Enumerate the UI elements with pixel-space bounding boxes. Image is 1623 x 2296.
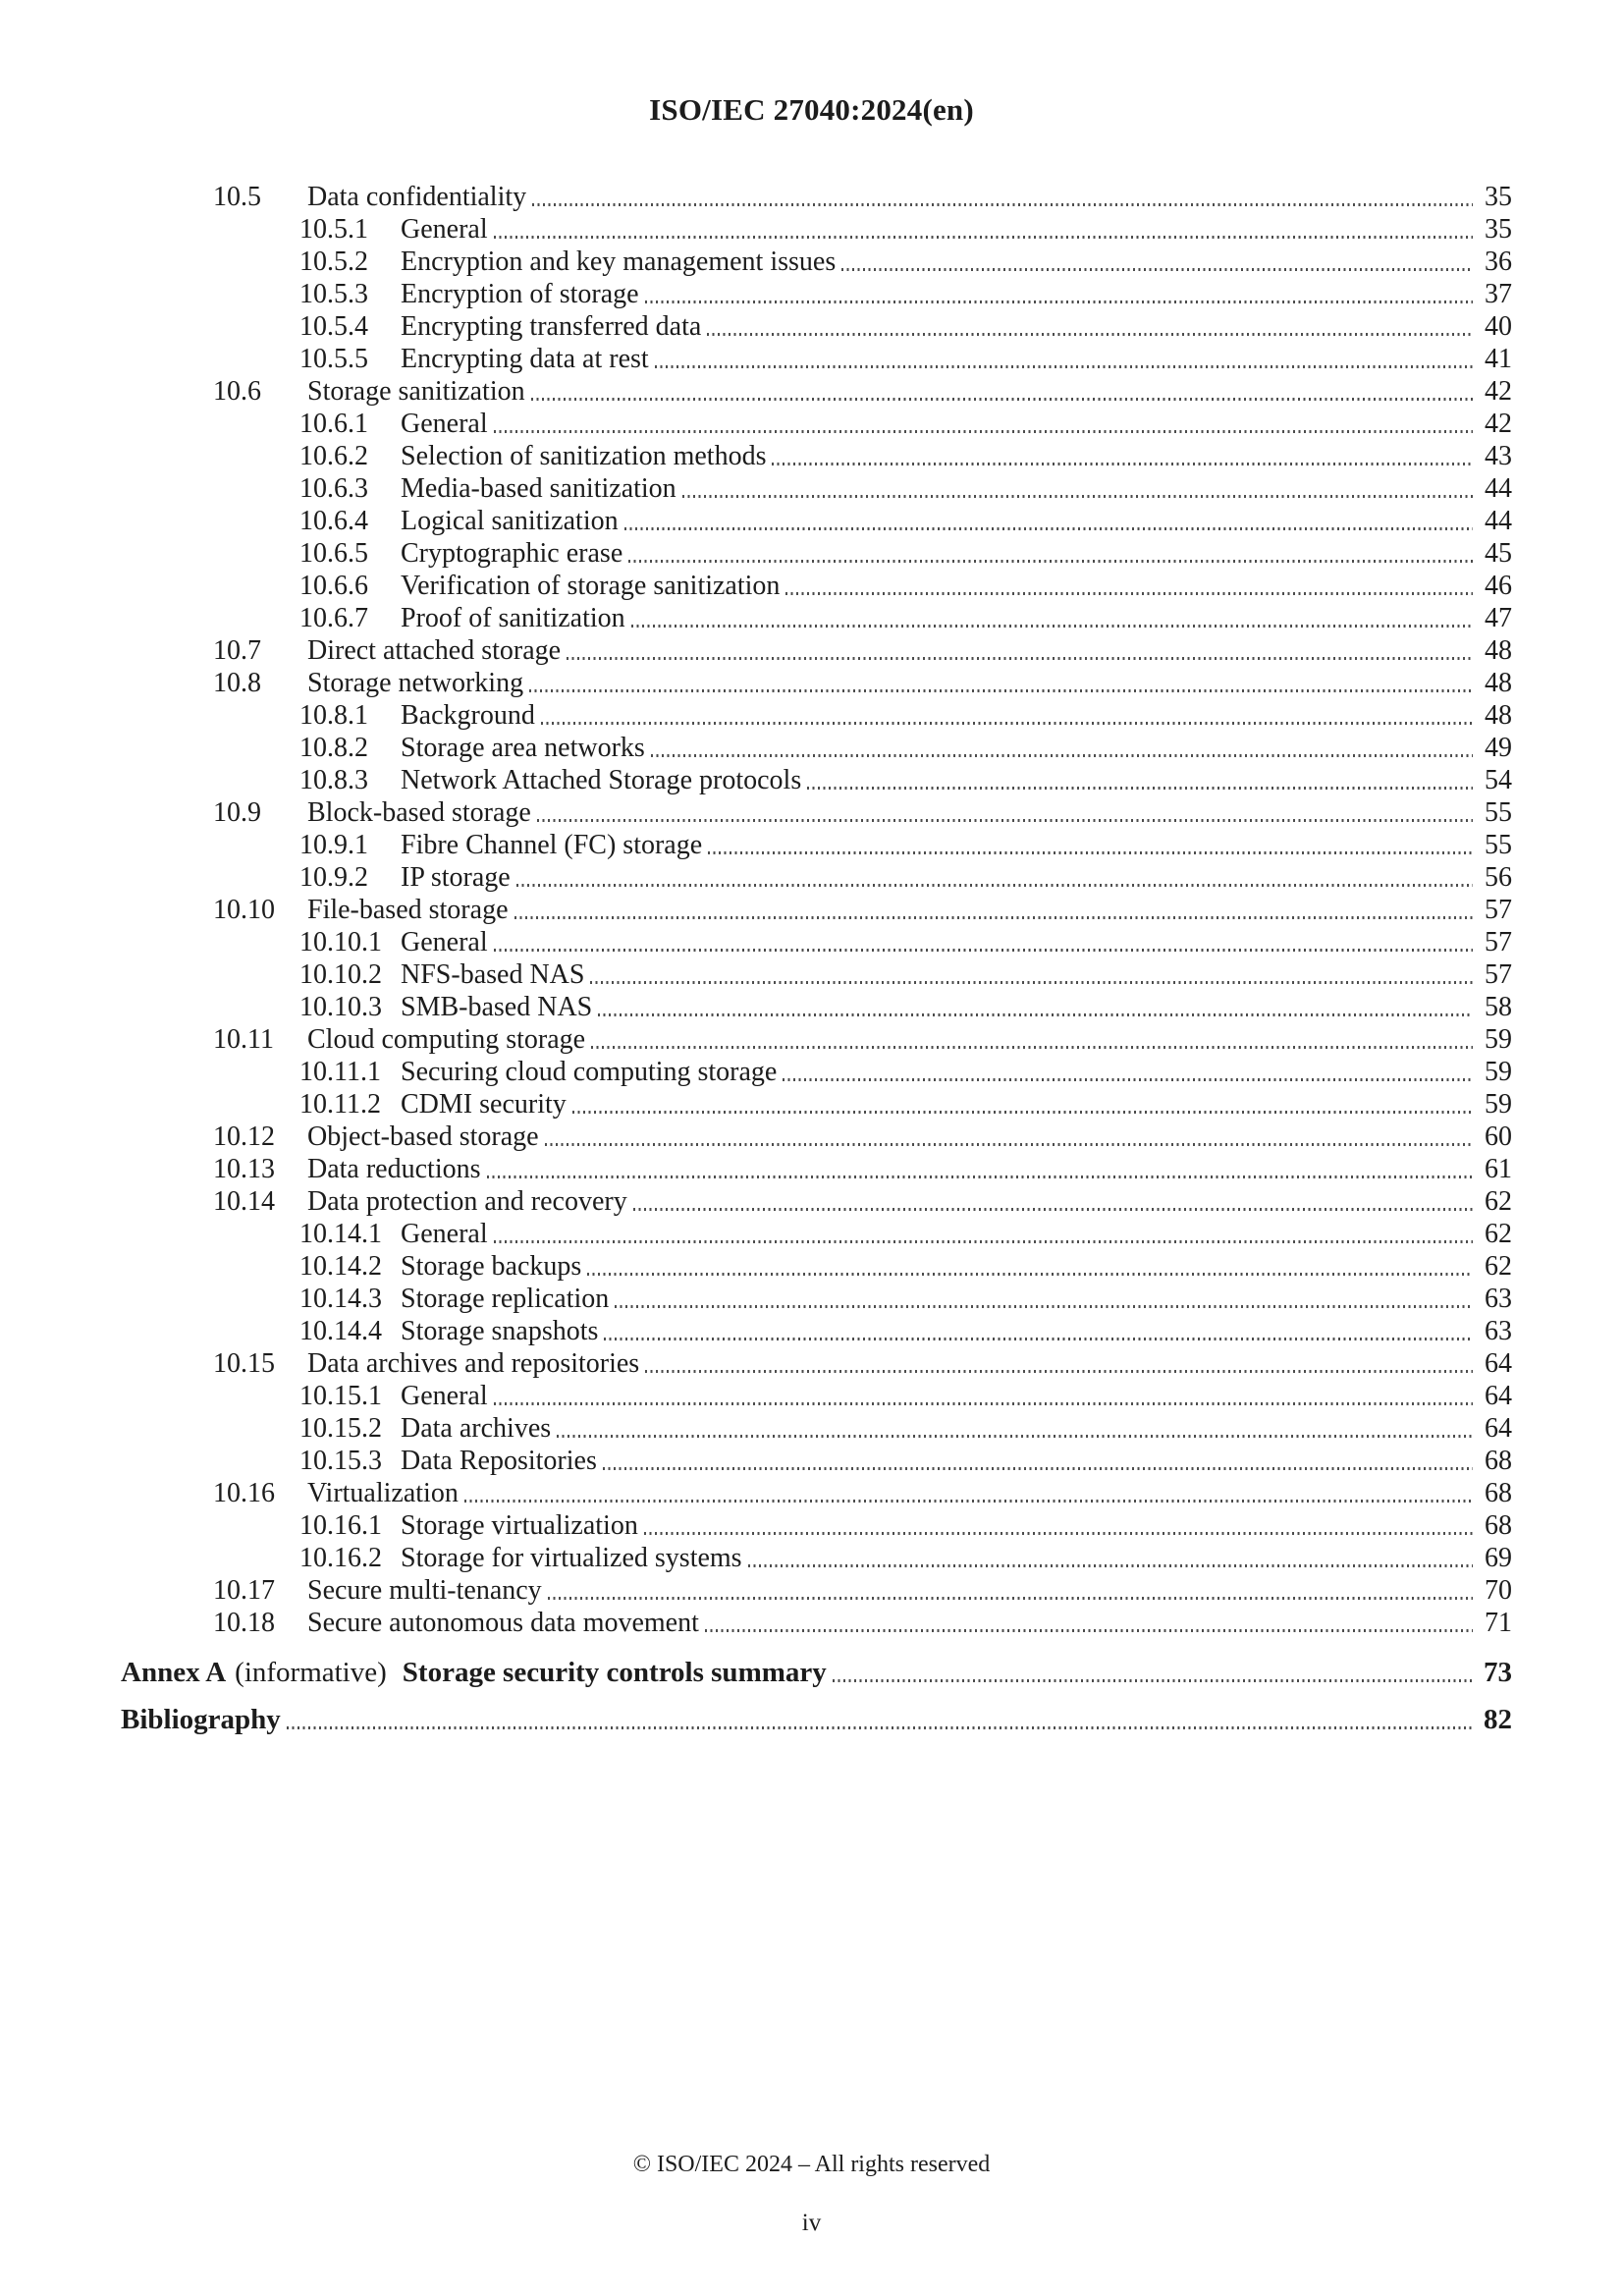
toc-entry[interactable] [121, 472, 1512, 505]
toc-leader-dots [833, 1679, 1473, 1682]
toc-entry-number: 10.8.3 [299, 765, 368, 795]
toc-leader-dots [644, 1532, 1473, 1535]
toc-entry[interactable] [121, 1250, 1512, 1283]
toc-entry-page: 68 [1485, 1510, 1512, 1541]
toc-entry-number: 10.6.2 [299, 441, 368, 471]
annex-prefix: Annex A [121, 1657, 227, 1688]
toc-entry-page: 44 [1485, 506, 1512, 536]
toc-entry[interactable] [121, 1412, 1512, 1445]
toc-entry-label: Network Attached Storage protocols [401, 765, 802, 795]
toc-leader-dots [532, 203, 1473, 206]
annex-title: Storage security controls summary [402, 1657, 827, 1688]
toc-entry-number: 10.15.1 [299, 1381, 382, 1411]
toc-entry-label: Storage backups [401, 1251, 582, 1282]
toc-entry-number: 10.5.3 [299, 279, 368, 309]
toc-entry-page: 63 [1485, 1284, 1512, 1314]
toc-entry-number: 10.11 [213, 1024, 274, 1055]
toc-leader-dots [567, 657, 1473, 660]
toc-entry-number: 10.8.2 [299, 733, 368, 763]
toc-entry-page: 69 [1485, 1543, 1512, 1573]
toc-entry-label: Storage snapshots [401, 1316, 599, 1346]
toc-leader-dots [487, 1175, 1474, 1178]
toc-entry-page: 57 [1485, 895, 1512, 925]
toc-entry[interactable] [121, 634, 1512, 667]
toc-leader-dots [541, 722, 1473, 725]
toc-leader-dots [783, 1078, 1473, 1081]
toc-leader-dots [807, 787, 1473, 790]
toc-entry-label: Logical sanitization [401, 506, 619, 536]
toc-leader-dots [516, 884, 1473, 887]
toc-entry[interactable] [121, 732, 1512, 764]
toc-entry-number: 10.5.2 [299, 246, 368, 277]
toc-entry[interactable] [121, 667, 1512, 699]
toc-entry-number: 10.9.2 [299, 862, 368, 893]
toc-entry-number: 10.5.4 [299, 311, 368, 342]
toc-entry-number: 10.7 [213, 635, 261, 666]
toc-entry-annex-a[interactable] [121, 1656, 1512, 1689]
toc-entry-page: 64 [1485, 1348, 1512, 1379]
toc-entry-number: 10.11.2 [299, 1089, 381, 1120]
toc-entry[interactable] [121, 1607, 1512, 1639]
toc-leader-dots [645, 301, 1473, 303]
toc-entry-label: File-based storage [307, 895, 509, 925]
toc-entry-label: Storage for virtualized systems [401, 1543, 742, 1573]
toc-entry-label: Proof of sanitization [401, 603, 625, 633]
toc-leader-dots [708, 851, 1473, 854]
toc-entry-number: 10.16 [213, 1478, 275, 1508]
toc-entry-label: Encryption and key management issues [401, 246, 837, 277]
toc-entry-page: 42 [1485, 409, 1512, 439]
toc-entry-label: Direct attached storage [307, 635, 562, 666]
toc-entry-label: Data Repositories [401, 1446, 597, 1476]
toc-entry-label: Storage sanitization [307, 376, 525, 407]
toc-entry[interactable] [121, 278, 1512, 310]
toc-entry-number: 10.9 [213, 797, 261, 828]
toc-entry-number: 10.5.5 [299, 344, 368, 374]
toc-entry-number: 10.8.1 [299, 700, 368, 731]
toc-leader-dots [590, 981, 1473, 984]
toc-entry-page: 56 [1485, 862, 1512, 893]
toc-entry[interactable] [121, 1185, 1512, 1218]
toc-entry-number: 10.15.3 [299, 1446, 382, 1476]
toc-entry-page: 73 [1484, 1657, 1512, 1688]
toc-leader-dots [785, 592, 1473, 595]
toc-entry-page: 62 [1485, 1219, 1512, 1249]
toc-entry-number: 10.16.2 [299, 1543, 382, 1573]
toc-entry-label: Data protection and recovery [307, 1186, 627, 1217]
toc-entry-page: 82 [1484, 1704, 1512, 1735]
toc-entry[interactable] [121, 699, 1512, 732]
toc-entry-page: 70 [1485, 1575, 1512, 1606]
toc-entry-number: 10.14.1 [299, 1219, 382, 1249]
toc-entry-number: 10.12 [213, 1121, 275, 1152]
toc-entry-number: 10.6.5 [299, 538, 368, 569]
toc-entry-number: 10.5.1 [299, 214, 368, 245]
toc-entry-number: 10.14 [213, 1186, 275, 1217]
toc-entry[interactable] [121, 310, 1512, 343]
toc-entry-label: Secure multi-tenancy [307, 1575, 542, 1606]
toc-entry[interactable] [121, 1574, 1512, 1607]
toc-entry[interactable] [121, 408, 1512, 440]
toc-leader-dots [548, 1597, 1473, 1600]
toc-entry-page: 55 [1485, 797, 1512, 828]
toc-entry-label: Fibre Channel (FC) storage [401, 830, 703, 860]
toc-leader-dots [705, 1629, 1473, 1632]
toc-leader-dots [287, 1726, 1473, 1729]
toc-leader-dots [572, 1111, 1473, 1114]
toc-entry-label: Storage area networks [401, 733, 645, 763]
toc-entry[interactable] [121, 440, 1512, 472]
toc-entry-number: 10.18 [213, 1608, 275, 1638]
toc-leader-dots [531, 398, 1473, 401]
toc-entry[interactable] [121, 1056, 1512, 1088]
toc-leader-dots [514, 916, 1474, 919]
document-title: ISO/IEC 27040:2024(en) [649, 92, 974, 127]
toc-entry-page: 57 [1485, 959, 1512, 990]
toc-entry-page: 35 [1485, 214, 1512, 245]
toc-entry[interactable] [121, 894, 1512, 926]
toc-entry[interactable] [121, 1121, 1512, 1153]
toc-entry-label: Selection of sanitization methods [401, 441, 767, 471]
toc-entry-number: 10.15.2 [299, 1413, 382, 1444]
toc-entry-number: 10.6.7 [299, 603, 368, 633]
toc-entry-page: 42 [1485, 376, 1512, 407]
toc-entry-label: Background [401, 700, 535, 731]
toc-leader-dots [615, 1305, 1473, 1308]
toc-entry[interactable] [121, 1088, 1512, 1121]
toc-leader-dots [537, 819, 1473, 822]
toc-entry[interactable] [121, 1283, 1512, 1315]
toc-entry-page: 35 [1485, 182, 1512, 212]
toc-entry-number: 10.10.1 [299, 927, 382, 957]
toc-entry-page: 68 [1485, 1446, 1512, 1476]
toc-entry-label: General [401, 1219, 488, 1249]
toc-entry-page: 71 [1485, 1608, 1512, 1638]
toc-entry-label: Cryptographic erase [401, 538, 623, 569]
toc-leader-dots [651, 754, 1473, 757]
toc-entry-label: Verification of storage sanitization [401, 571, 781, 601]
toc-entry-page: 48 [1485, 700, 1512, 731]
toc-entry-number: 10.5 [213, 182, 261, 212]
toc-entry-number: 10.13 [213, 1154, 275, 1184]
toc-entry-number: 10.6.4 [299, 506, 368, 536]
toc-entry-page: 41 [1485, 344, 1512, 374]
toc-entry-label: Data archives [401, 1413, 552, 1444]
toc-entry-page: 62 [1485, 1186, 1512, 1217]
toc-leader-dots [645, 1370, 1473, 1373]
toc-entry-page: 47 [1485, 603, 1512, 633]
toc-entry-page: 59 [1485, 1089, 1512, 1120]
toc-entry-label: General [401, 927, 488, 957]
toc-entry-page: 63 [1485, 1316, 1512, 1346]
toc-entry[interactable] [121, 375, 1512, 408]
toc-entry-label: Block-based storage [307, 797, 531, 828]
toc-entry[interactable] [121, 1023, 1512, 1056]
toc-entry[interactable] [121, 1509, 1512, 1542]
toc-entry-label: IP storage [401, 862, 511, 893]
toc-leader-dots [494, 430, 1473, 433]
toc-entry-number: 10.15 [213, 1348, 275, 1379]
toc-leader-dots [604, 1338, 1473, 1340]
toc-entry[interactable] [121, 926, 1512, 958]
toc-entry[interactable] [121, 1347, 1512, 1380]
toc-entry-label: Securing cloud computing storage [401, 1057, 778, 1087]
toc-entry-page: 61 [1485, 1154, 1512, 1184]
toc-leader-dots [587, 1273, 1473, 1276]
toc-entry[interactable] [121, 796, 1512, 829]
toc-entry[interactable] [121, 505, 1512, 537]
toc-entry-label: SMB-based NAS [401, 992, 593, 1022]
toc-entry-number: 10.6.1 [299, 409, 368, 439]
toc-leader-dots [494, 1402, 1473, 1405]
toc-entry-label: NFS-based NAS [401, 959, 585, 990]
toc-entry-page: 44 [1485, 473, 1512, 504]
table-of-contents [121, 181, 1512, 1736]
toc-leader-dots [464, 1500, 1473, 1503]
toc-entry-page: 60 [1485, 1121, 1512, 1152]
toc-leader-dots [598, 1013, 1473, 1016]
toc-leader-dots [707, 333, 1473, 336]
toc-leader-dots [624, 527, 1473, 530]
toc-entry-page: 45 [1485, 538, 1512, 569]
toc-entry-label: General [401, 409, 488, 439]
toc-entry-number: 10.14.3 [299, 1284, 382, 1314]
page-number: iv [801, 2210, 822, 2236]
toc-entry-number: 10.10.2 [299, 959, 382, 990]
toc-entry-number: 10.8 [213, 668, 261, 698]
toc-leader-dots [591, 1046, 1473, 1049]
toc-entry-number: 10.17 [213, 1575, 275, 1606]
toc-entry-label: Data confidentiality [307, 182, 527, 212]
toc-leader-dots [772, 463, 1473, 465]
toc-entry-label: Storage networking [307, 668, 524, 698]
annex-qualifier: (informative) [235, 1657, 387, 1688]
toc-entry[interactable] [121, 1445, 1512, 1477]
toc-entry[interactable] [121, 213, 1512, 246]
toc-entry-number: 10.6.3 [299, 473, 368, 504]
toc-entry[interactable] [121, 1477, 1512, 1509]
toc-entry[interactable] [121, 343, 1512, 375]
toc-entry[interactable] [121, 246, 1512, 278]
toc-entry-number: 10.6.6 [299, 571, 368, 601]
toc-leader-dots [494, 236, 1473, 239]
toc-leader-dots [631, 625, 1473, 628]
toc-entry-label: General [401, 214, 488, 245]
toc-entry[interactable] [121, 1315, 1512, 1347]
toc-leader-dots [633, 1208, 1473, 1211]
toc-leader-dots [494, 949, 1473, 952]
toc-leader-dots [841, 268, 1473, 271]
toc-list [121, 181, 1512, 1639]
toc-entry[interactable] [121, 602, 1512, 634]
toc-entry[interactable] [121, 1153, 1512, 1185]
toc-entry-bibliography[interactable] [121, 1703, 1512, 1736]
toc-entry[interactable] [121, 1542, 1512, 1574]
toc-entry-page: 40 [1485, 311, 1512, 342]
toc-entry-number: 10.10.3 [299, 992, 382, 1022]
toc-entry-number: 10.14.2 [299, 1251, 382, 1282]
toc-leader-dots [494, 1240, 1473, 1243]
toc-entry-number: 10.11.1 [299, 1057, 381, 1087]
toc-entry-number: 10.16.1 [299, 1510, 382, 1541]
toc-entry-page: 37 [1485, 279, 1512, 309]
toc-entry-page: 49 [1485, 733, 1512, 763]
toc-leader-dots [682, 495, 1473, 498]
toc-entry-page: 59 [1485, 1057, 1512, 1087]
toc-entry-label: Data archives and repositories [307, 1348, 640, 1379]
toc-entry-label: Encryption of storage [401, 279, 639, 309]
toc-entry-label: General [401, 1381, 488, 1411]
bibliography-title: Bibliography [121, 1704, 281, 1735]
toc-entry[interactable] [121, 181, 1512, 213]
toc-entry-label: Cloud computing storage [307, 1024, 586, 1055]
toc-entry-page: 64 [1485, 1381, 1512, 1411]
toc-entry-label: Storage virtualization [401, 1510, 638, 1541]
toc-entry-page: 59 [1485, 1024, 1512, 1055]
toc-entry-page: 54 [1485, 765, 1512, 795]
copyright-notice: © ISO/IEC 2024 – All rights reserved [632, 2152, 991, 2177]
toc-entry-label: Object-based storage [307, 1121, 539, 1152]
toc-entry-label: Secure autonomous data movement [307, 1608, 699, 1638]
toc-entry-label: CDMI security [401, 1089, 567, 1120]
toc-entry-page: 58 [1485, 992, 1512, 1022]
toc-entry-page: 68 [1485, 1478, 1512, 1508]
toc-leader-dots [748, 1564, 1473, 1567]
toc-entry-label: Encrypting data at rest [401, 344, 649, 374]
toc-entry-page: 46 [1485, 571, 1512, 601]
toc-entry[interactable] [121, 537, 1512, 570]
toc-leader-dots [545, 1143, 1473, 1146]
toc-entry-label: Data reductions [307, 1154, 481, 1184]
toc-entry-page: 48 [1485, 635, 1512, 666]
toc-entry-number: 10.10 [213, 895, 275, 925]
toc-entry[interactable] [121, 861, 1512, 894]
toc-entry-page: 43 [1485, 441, 1512, 471]
toc-entry-page: 64 [1485, 1413, 1512, 1444]
toc-leader-dots [628, 560, 1473, 563]
toc-entry[interactable] [121, 829, 1512, 861]
toc-entry-label: Encrypting transferred data [401, 311, 702, 342]
toc-entry-label: Storage replication [401, 1284, 610, 1314]
toc-entry-page: 57 [1485, 927, 1512, 957]
toc-leader-dots [603, 1467, 1473, 1470]
toc-leader-dots [557, 1435, 1473, 1438]
toc-entry[interactable] [121, 1218, 1512, 1250]
toc-entry-page: 55 [1485, 830, 1512, 860]
toc-entry-page: 62 [1485, 1251, 1512, 1282]
toc-entry[interactable] [121, 958, 1512, 991]
toc-entry[interactable] [121, 570, 1512, 602]
toc-entry-page: 48 [1485, 668, 1512, 698]
toc-entry[interactable] [121, 764, 1512, 796]
toc-entry-label: Media-based sanitization [401, 473, 676, 504]
toc-entry-number: 10.9.1 [299, 830, 368, 860]
toc-entry[interactable] [121, 1380, 1512, 1412]
toc-entry-page: 36 [1485, 246, 1512, 277]
toc-leader-dots [529, 689, 1473, 692]
toc-entry[interactable] [121, 991, 1512, 1023]
toc-entry-label: Virtualization [307, 1478, 459, 1508]
toc-entry-number: 10.14.4 [299, 1316, 382, 1346]
toc-leader-dots [655, 365, 1473, 368]
toc-entry-number: 10.6 [213, 376, 261, 407]
